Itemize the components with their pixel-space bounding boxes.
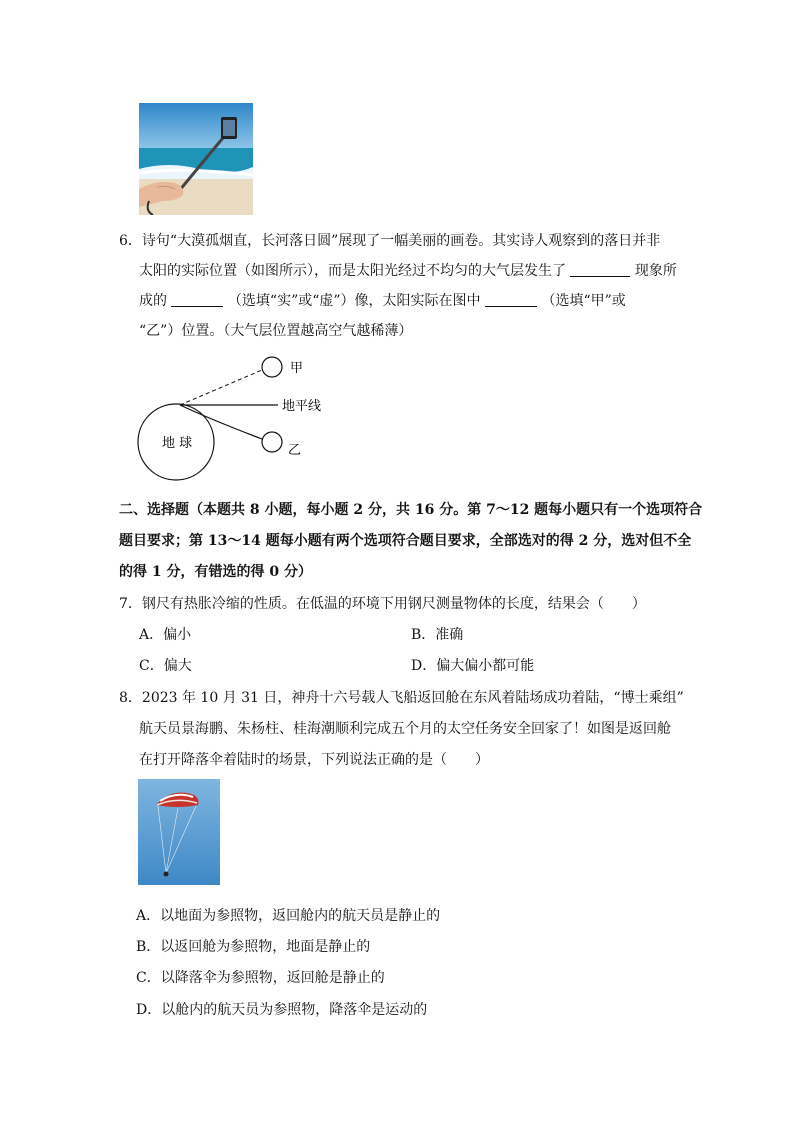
section2-line3: 的得 1 分，有错选的得 0 分） <box>119 564 312 580</box>
q7-option-c[interactable]: C．偏大 <box>139 658 192 674</box>
label-horizon: 地平线 <box>282 399 322 414</box>
q6-line4 <box>139 320 412 340</box>
q6-number: 6． <box>119 233 142 249</box>
q8-line3: 在打开降落伞着陆时的场景，下列说法正确的是（ ） <box>139 752 489 768</box>
refracted-ray <box>180 405 262 439</box>
q6-text-line2a: 太阳的实际位置（如图所示），而是太阳光经过不均匀的大气层发生了 <box>139 263 566 279</box>
q8-option-d[interactable]: D．以舱内的航天员为参照物，降落伞是运动的 <box>136 1002 428 1018</box>
q8-line1: 8．2023 年 10 月 31 日，神舟十六号载人飞船返回舱在东风着陆场成功着陆，“博士乘组” <box>119 690 684 706</box>
label-yi: 乙 <box>288 443 302 458</box>
q6-text-line1: 诗句“大漠孤烟直，长河落日圆”展现了一幅美丽的画卷。其实诗人观察到的落日并非 <box>141 233 661 249</box>
q6-text-line3c: （选填“甲”或 <box>541 293 626 309</box>
dashed-line-to-jia <box>180 370 262 405</box>
q6-line1 <box>119 230 660 250</box>
selfie-stick-illustration <box>139 103 253 215</box>
q7-option-d[interactable]: D．偏大偏小都可能 <box>411 658 535 674</box>
q8-option-b[interactable]: B．以返回舱为参照物，地面是静止的 <box>136 939 371 955</box>
sun-yi-circle <box>262 432 282 452</box>
q6-line2 <box>139 260 677 280</box>
q7-stem: 7．钢尺有热胀冷缩的性质。在低温的环境下用钢尺测量物体的长度，结果会（ ） <box>119 596 646 612</box>
parachute-photo <box>138 779 220 885</box>
section2-line1: 二、选择题（本题共 8 小题，每小题 2 分，共 16 分。第 7～12 题每小题只有一个选项符合 <box>119 502 703 518</box>
q6-text-line2b: 现象所 <box>634 263 677 279</box>
section2-line2: 题目要求；第 13～14 题每小题有两个选项符合题目要求，全部选对的得 2 分，选对但不全 <box>119 533 692 549</box>
q7-option-a[interactable]: A．偏小 <box>139 627 192 643</box>
q6-blank-position[interactable] <box>485 292 537 307</box>
selfie-stick-photo <box>139 103 253 215</box>
q8-option-c[interactable]: C．以降落伞为参照物，返回舱是静止的 <box>136 970 385 986</box>
q8-line2: 航天员景海鹏、朱杨柱、桂海潮顺利完成五个月的太空任务安全回家了！如图是返回舱 <box>139 721 671 737</box>
q6-line3 <box>139 290 626 310</box>
q6-blank-phenomenon[interactable] <box>570 262 630 277</box>
sun-jia-circle <box>262 357 282 377</box>
parachute-illustration <box>138 779 220 885</box>
q8-option-a[interactable]: A．以地面为参照物，返回舱内的航天员是静止的 <box>136 908 441 924</box>
q6-blank-image-type[interactable] <box>171 292 223 307</box>
q6-text-line3b: （选填“实”或“虚”）像，太阳实际在图中 <box>227 293 481 309</box>
q6-text-line3a: 成的 <box>139 293 167 309</box>
label-earth: 地 球 <box>162 436 193 451</box>
sun-refraction-diagram <box>132 350 352 485</box>
q6-text-line4: “乙”）位置。（大气层位置越高空气越稀薄） <box>139 323 413 339</box>
label-jia: 甲 <box>290 361 304 376</box>
q7-option-b[interactable]: B．准确 <box>411 627 464 643</box>
